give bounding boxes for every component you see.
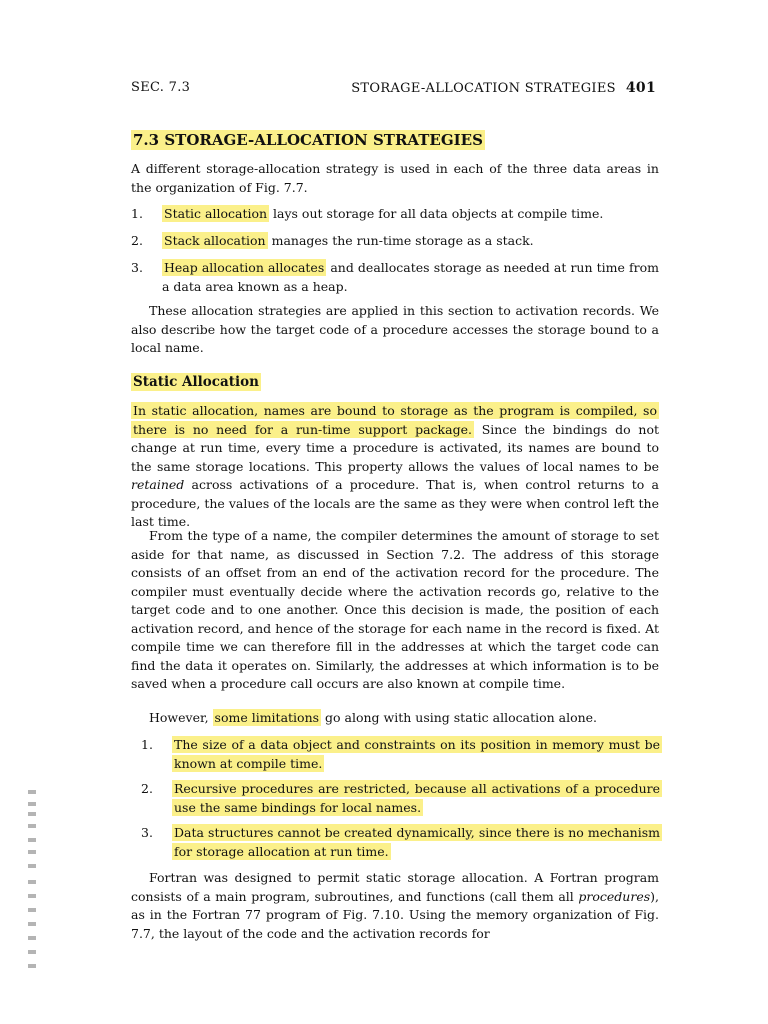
item-text xyxy=(162,232,659,251)
highlight: Recursive procedures are restricted, because all activations of a procedure use the same bindings for local names. xyxy=(174,781,660,815)
highlight: Static allocation xyxy=(164,206,268,221)
highlight: Data structures cannot be created dynamically, since there is no mechanism for storage allocation at run time. xyxy=(174,825,660,859)
section-label: SEC. 7.3 xyxy=(131,80,191,95)
highlight: some limitations xyxy=(214,710,320,725)
item-text xyxy=(172,736,662,773)
text-run: ), as in the Fortran 77 program of Fig. 7.10. Using the memory organization of Fig. 7.7, the layout of the code and the activation records for xyxy=(131,888,659,941)
item-rest: manages the run-time storage as a stack. xyxy=(267,233,534,248)
text-run: go along with using static allocation alone. xyxy=(321,710,598,725)
section-title xyxy=(131,131,485,149)
subheading xyxy=(131,374,261,390)
item-number: 3. xyxy=(131,260,143,275)
highlight: Stack allocation xyxy=(164,233,266,248)
emphasis: procedures xyxy=(578,888,651,904)
item-rest: and deallocates storage as needed at run time from a data area known as a heap. xyxy=(162,260,659,294)
highlight: In static allocation, names are bound to storage as the program is compiled, so there is no need for a run-time support package. xyxy=(133,403,657,437)
margin-stamp xyxy=(24,790,42,980)
text-run: Fortran was designed to permit static storage allocation. A Fortran program consists of a main program, subroutines, and functions (call them all xyxy=(131,870,659,904)
running-header xyxy=(351,80,656,96)
item-text xyxy=(162,205,659,224)
item-text xyxy=(172,824,662,861)
text-run: However, xyxy=(149,710,213,725)
item-number: 3. xyxy=(141,825,153,840)
static-paragraph-1 xyxy=(131,402,659,532)
item-number: 1. xyxy=(131,206,143,221)
applied-paragraph: These allocation strategies are applied in this section to activation records. We also describe how the target code of a procedure accesses the storage bound to a local name. xyxy=(131,303,659,355)
static-paragraph-3 xyxy=(131,709,659,728)
running-title: STORAGE-ALLOCATION STRATEGIES xyxy=(351,81,616,96)
intro-paragraph: A different storage-allocation strategy is used in each of the three data areas in the organization of Fig. 7.7. xyxy=(131,161,659,195)
page-number: 401 xyxy=(625,80,656,96)
emphasis: retained xyxy=(131,477,185,492)
static-paragraph-2: From the type of a name, the compiler determines the amount of storage to set aside for that name, as discussed in Section 7.2. The address of this storage consists of an offset from an end of the activation record for the procedure. The compiler must eventually decide where the activation records go, relative to the target code and to one another. Once this decision is made, the position of each activation record, and hence of the storage for each name in the record is fixed. At compile time we can therefore fill in the addresses at which the target code can find the data it operates on. Similarly, the addresses at which information is to be saved when a procedure call occurs are also known at compile time. xyxy=(131,528,659,691)
text-run: across activations of a procedure. That is, when control returns to a procedure, the values of the locals are the same as they were when control left the last time. xyxy=(131,477,659,529)
text-run: Since the bindings do not change at run time, every time a procedure is activated, its names are bound to the same storage locations. This property allows the values of local names to be xyxy=(131,421,659,474)
item-text xyxy=(172,780,662,817)
highlight: The size of a data object and constraints on its position in memory must be known at compile time. xyxy=(174,737,660,771)
section-title-text: 7.3 STORAGE-ALLOCATION STRATEGIES xyxy=(133,131,483,149)
item-number: 2. xyxy=(141,781,153,796)
subheading-text: Static Allocation xyxy=(133,374,259,390)
item-number: 1. xyxy=(141,737,153,752)
fortran-paragraph xyxy=(131,869,659,943)
item-rest: lays out storage for all data objects at compile time. xyxy=(269,206,604,221)
item-number: 2. xyxy=(131,233,143,248)
item-text xyxy=(162,259,659,296)
highlight: Heap allocation allocates xyxy=(164,260,325,275)
